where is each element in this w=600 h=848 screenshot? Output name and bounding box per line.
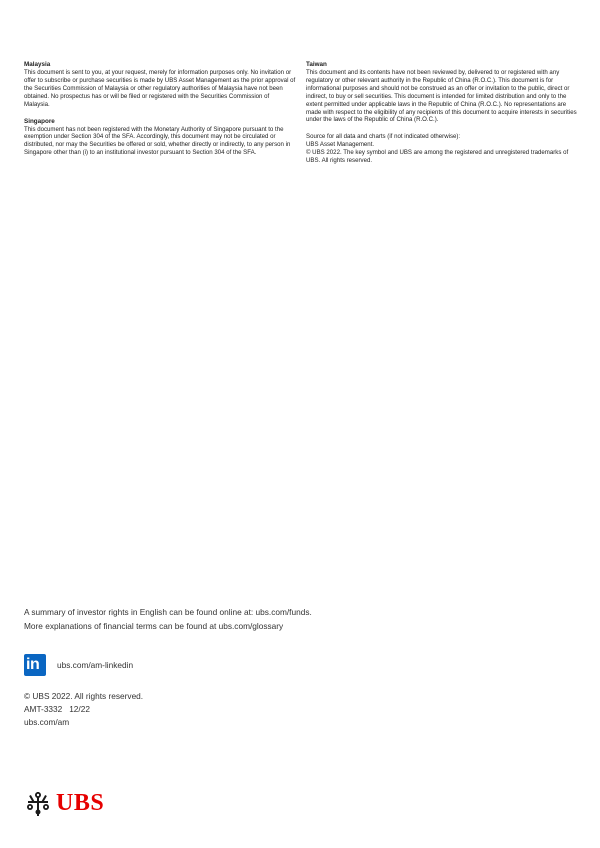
ubs-keys-icon (24, 791, 52, 817)
singapore-text: This document has not been registered with the Monetary Authority of Singapore pursuant to the exemption under Section 304 of the SFA. Accordingly, this document may not be circulated or distributed, nor may the Securities be offered or sold, whether directly or indirectly, to any person in Singapore other than (i) to an institutional investor pursuant to Section 304 of the SFA. (24, 125, 291, 157)
ubs-logo (24, 790, 104, 817)
legal-right-column (306, 61, 578, 165)
taiwan-text: This document and its contents have not been reviewed by, delivered to or registered with any regulatory or other relevant authority in the Republic of China (R.O.C.). This document is for informational purposes and should not be construed as an offer or invitation to the public, direct or indirect, to buy or sell securities. This document is intended for limited distribution and only to the extent permitted under applicable laws in the Republic of China (R.O.C.). No representations are made with respect to the eligibility of any recipients of this document to acquire interests in securities under the laws of the Republic of China (R.O.C.). (306, 69, 577, 124)
website-link[interactable]: ubs.com/am (24, 716, 70, 727)
investor-rights-summary (24, 606, 312, 633)
copyright-block (24, 690, 143, 728)
copyright-text: © UBS 2022. All rights reserved. (24, 691, 144, 701)
document-code: AMT-3332 12/22 (24, 703, 90, 714)
summary-glossary-line: More explanations of financial terms can be found at ubs.com/glossary (24, 620, 284, 631)
linkedin-icon[interactable] (24, 654, 46, 676)
source-note (306, 133, 578, 165)
source-copyright: © UBS 2022. The key symbol and UBS are among the registered and unregistered trademarks of UBS. All rights reserved. (306, 149, 569, 165)
malaysia-text: This document is sent to you, at your request, merely for information purposes only. No invitation or offer to subscribe or purchase securities is made by UBS Asset Management as the prior approval of the Securities Commission of Malaysia or other regulatory authorities of Malaysia have not been obtained. No prospectus has or will be filed or registered with the Securities Commission of Malaysia. (24, 69, 296, 108)
linkedin-link-row[interactable] (24, 654, 133, 676)
legal-left-column (24, 61, 296, 166)
singapore-heading: Singapore (24, 117, 55, 125)
ubs-wordmark: UBS (56, 790, 105, 816)
linkedin-icon-glyph: in (26, 656, 40, 673)
linkedin-link[interactable]: ubs.com/am-linkedin (57, 660, 134, 670)
source-line-2: UBS Asset Management. (306, 141, 375, 149)
malaysia-heading: Malaysia (24, 61, 51, 68)
taiwan-heading: Taiwan (306, 61, 327, 68)
source-line-1: Source for all data and charts (if not indicated otherwise): (306, 133, 461, 141)
summary-funds-line: A summary of investor rights in English can be found online at: ubs.com/funds. (24, 607, 312, 617)
